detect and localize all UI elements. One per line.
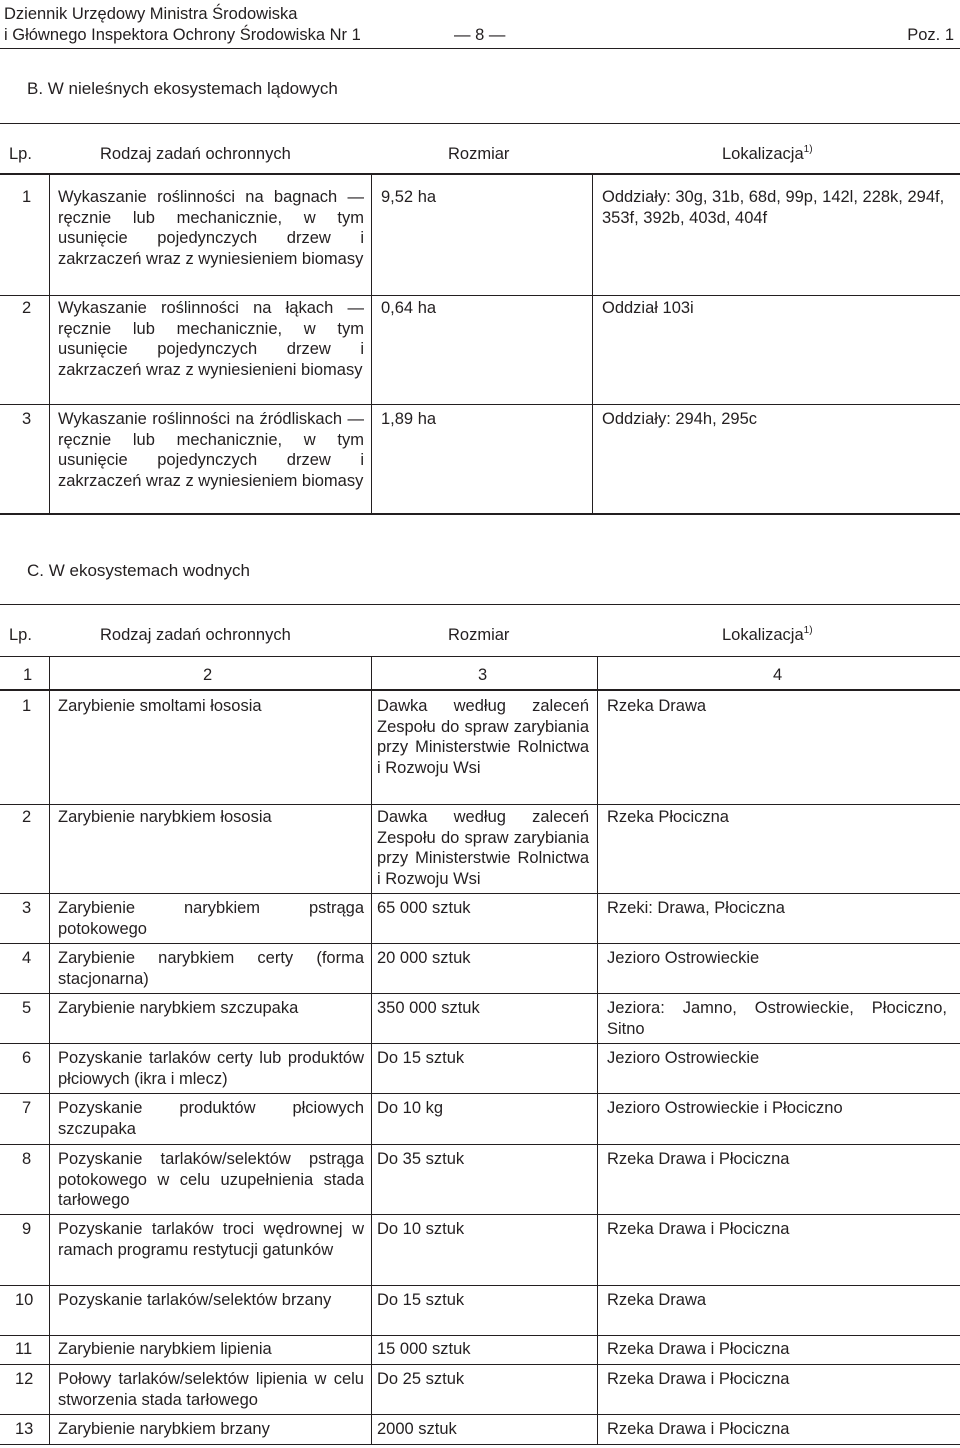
journal-title-line1: Dziennik Urzędowy Ministra Środowiska: [4, 5, 298, 23]
position-number: Poz. 1: [907, 25, 954, 44]
table-b-header-loc: Lokalizacja$^{1)}$: [722, 144, 813, 163]
page-header: [4, 4, 958, 45]
table-c-header-lp: Lp.: [9, 626, 32, 644]
footnote-marker: 1): [803, 144, 813, 155]
table-c-header-task: Rodzaj zadań ochronnych: [100, 626, 291, 644]
footnote-marker: 1): [803, 625, 813, 636]
table-b-header-size: Rozmiar: [448, 145, 510, 163]
header-rule: [0, 48, 960, 49]
table-b-header-lp: Lp.: [9, 145, 32, 163]
table-c-bottom-rule: [0, 1444, 960, 1445]
table-b-header-rule: [0, 173, 960, 175]
table-c-top-rule: [0, 604, 960, 605]
table-b-header-task: Rodzaj zadań ochronnych: [100, 145, 291, 163]
table-c-header-rule: [0, 656, 960, 657]
page-number: — 8 —: [454, 25, 506, 44]
journal-title-line2: i Głównego Inspektora Ochrony Środowiska Nr 1: [4, 25, 361, 44]
table-b-bottom-rule: [0, 513, 960, 515]
section-b-title: B. W nieleśnych ekosystemach lądowych: [27, 79, 338, 98]
table-c-header-loc: Lokalizacja$^{1)}$: [722, 625, 813, 644]
section-c-title: C. W ekosystemach wodnych: [27, 561, 250, 580]
table-c-header-size: Rozmiar: [448, 626, 510, 644]
table-b-top-rule: [0, 123, 960, 124]
journal-title-line2-row: [4, 25, 958, 46]
